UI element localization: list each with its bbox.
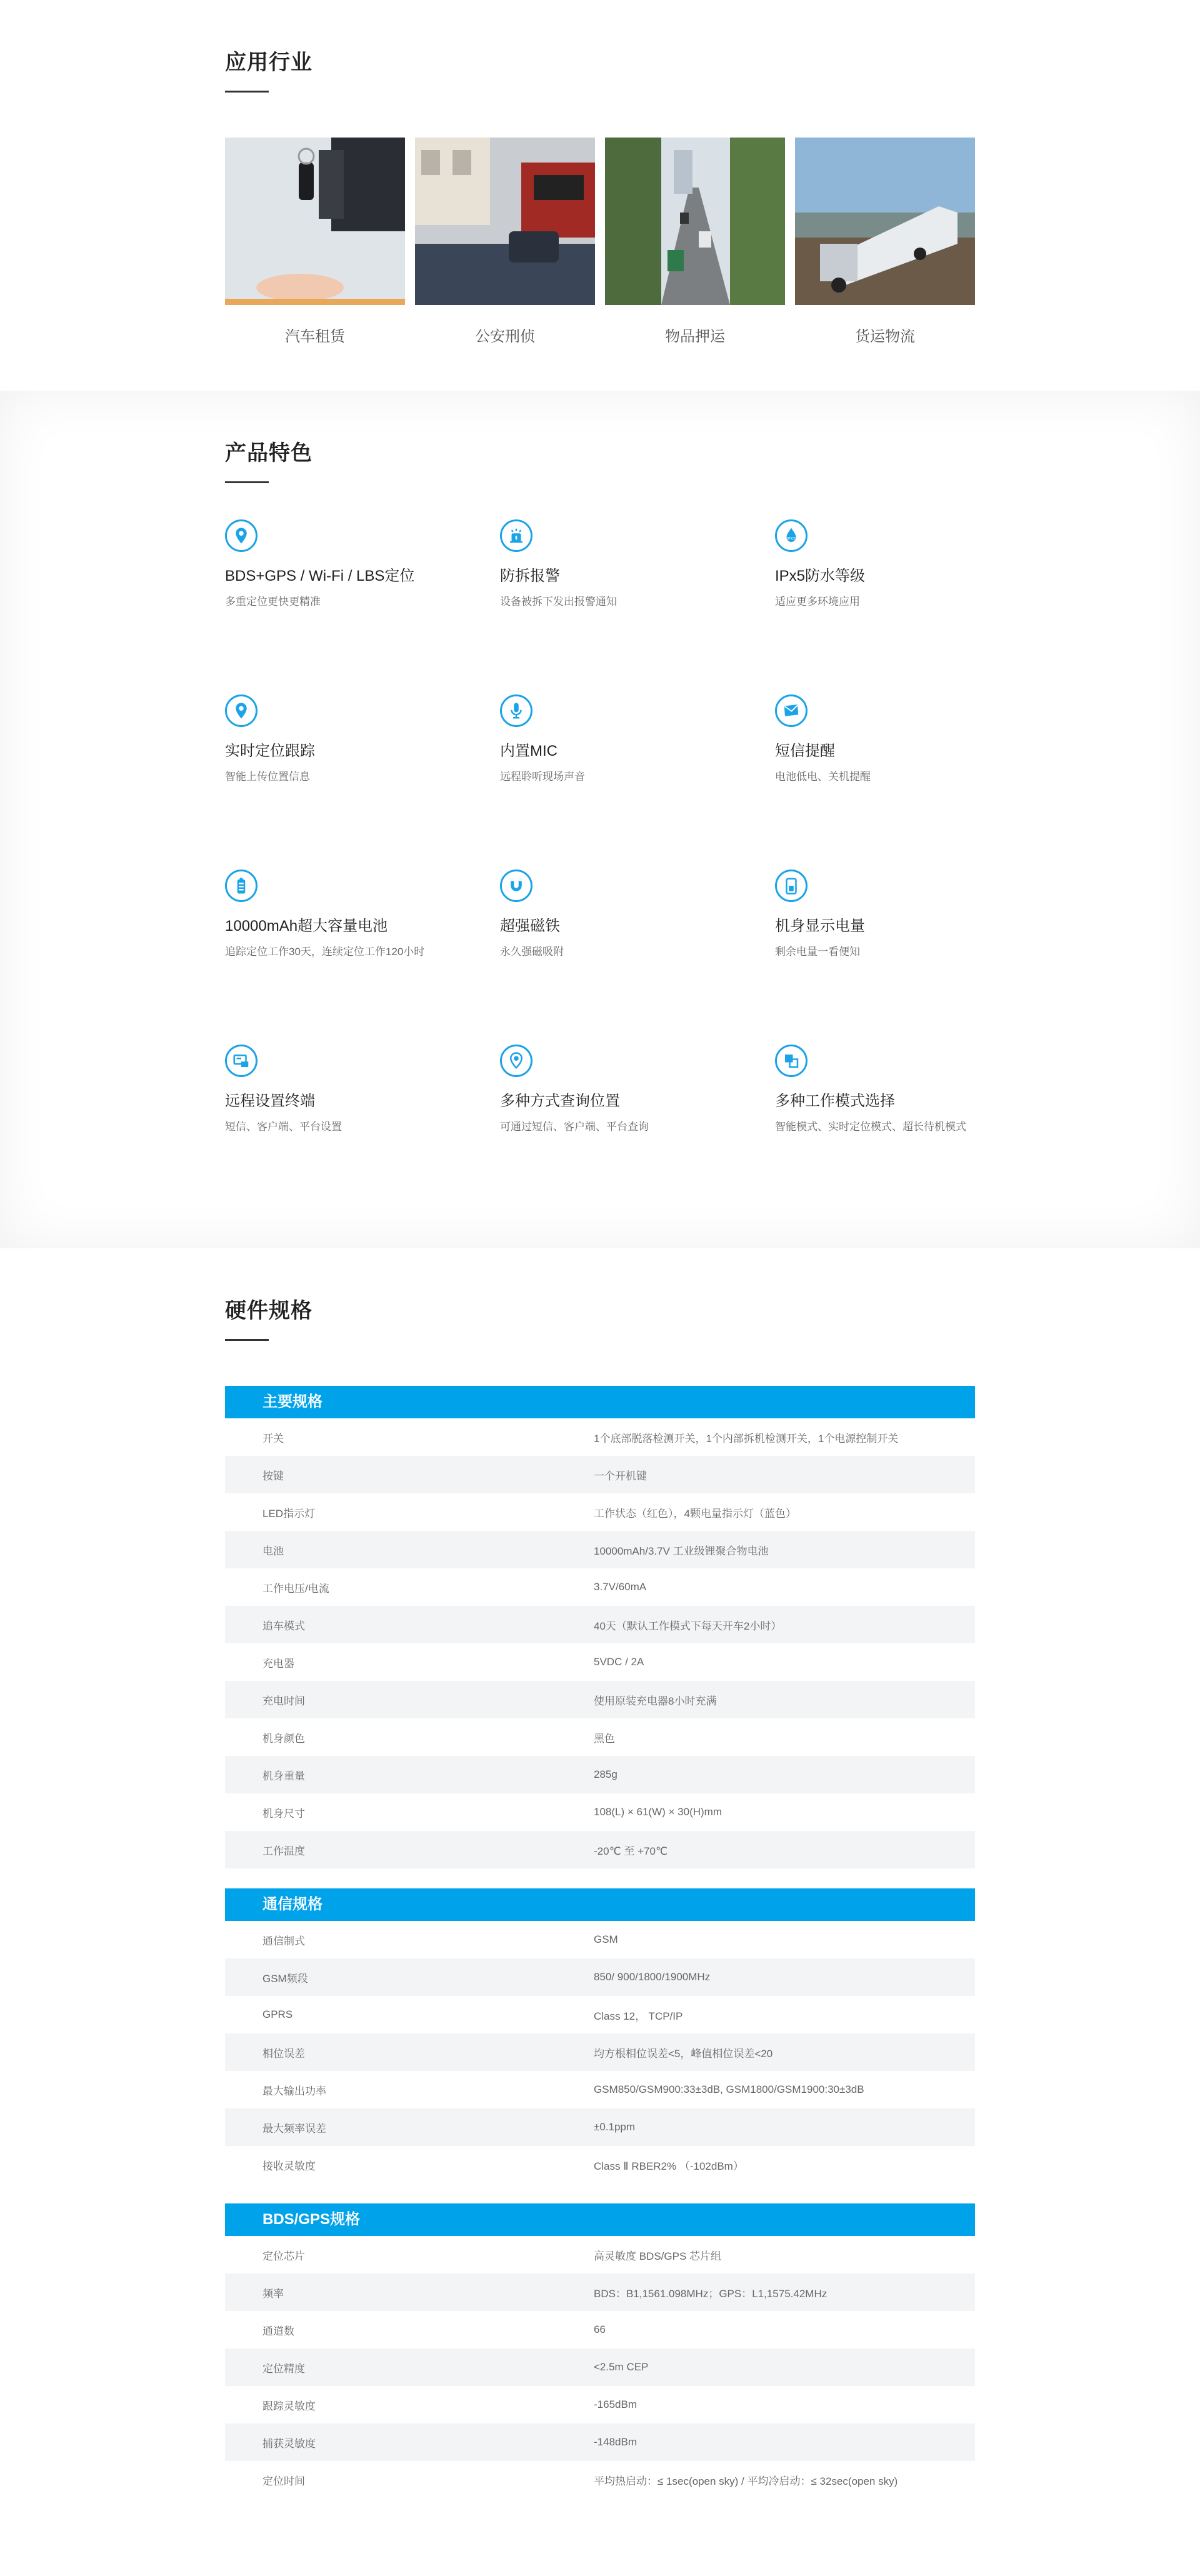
- table-row: [225, 1958, 975, 1996]
- table-row: [225, 1418, 975, 1456]
- spec-table: [225, 1921, 975, 2183]
- title-underline: [225, 1339, 269, 1341]
- table-row: [225, 1756, 975, 1793]
- feature-item: [775, 694, 975, 870]
- features-section: [0, 391, 1200, 1248]
- spec-group-header: 主要规格: [225, 1386, 975, 1418]
- spec-key: 按键: [262, 1470, 284, 1482]
- alarm-icon: [500, 519, 532, 552]
- feature-item: [500, 1045, 775, 1220]
- industry-caption: 公安刑侦: [475, 328, 535, 345]
- spec-key: LED指示灯: [262, 1507, 316, 1520]
- spec-key: 定位时间: [262, 2475, 305, 2487]
- spec-key: 定位芯片: [262, 2250, 305, 2262]
- section-title: 应用行业: [225, 51, 312, 74]
- spec-group-header: 通信规格: [225, 1888, 975, 1921]
- table-row: [225, 1456, 975, 1493]
- spec-value: ±0.1ppm: [594, 2121, 636, 2133]
- feature-item: [500, 519, 775, 694]
- industry-card-logistics[interactable]: [795, 138, 975, 346]
- table-row: [225, 1531, 975, 1568]
- table-row: [225, 2108, 975, 2146]
- industry-grid: [225, 138, 975, 346]
- feature-desc: 设备被拆下发出报警通知: [500, 596, 617, 608]
- battery-level-icon: [775, 870, 808, 902]
- spec-value: 均方根相位误差<5，峰值相位误差<20: [594, 2047, 773, 2060]
- feature-title: 多种方式查询位置: [500, 1093, 620, 1110]
- spec-value: <2.5m CEP: [594, 2361, 649, 2373]
- spec-key: 最大输出功率: [262, 2085, 326, 2097]
- spec-value: 5VDC / 2A: [594, 1656, 644, 1668]
- spec-value: Class Ⅱ RBER2% （-102dBm）: [594, 2160, 744, 2172]
- spec-key: 频率: [262, 2287, 284, 2300]
- spec-key: 通道数: [262, 2325, 294, 2337]
- spec-value: 1个底部脱落检测开关，1个内部拆机检测开关，1个电源控制开关: [594, 1432, 899, 1445]
- spec-key: GSM频段: [262, 1972, 308, 1985]
- spec-key: 工作温度: [262, 1845, 305, 1857]
- spec-key: 相位误差: [262, 2047, 305, 2060]
- spec-value: 850/ 900/1800/1900MHz: [594, 1971, 711, 1983]
- feature-title: 内置MIC: [500, 743, 558, 759]
- section-title: 产品特色: [225, 441, 312, 465]
- spec-value: 108(L) × 61(W) × 30(H)mm: [594, 1806, 722, 1818]
- spec-table: [225, 2236, 975, 2498]
- industry-card-police[interactable]: [415, 138, 595, 346]
- feature-desc: 短信、客户端、平台设置: [225, 1121, 342, 1133]
- escort-image: [605, 138, 785, 305]
- industries-section: [0, 0, 1200, 391]
- feature-title: 多种工作模式选择: [775, 1093, 895, 1110]
- table-row: [225, 1831, 975, 1868]
- spec-key: 接收灵敏度: [262, 2160, 316, 2172]
- spec-key: 工作电压/电流: [262, 1582, 329, 1595]
- spec-value: GSM: [594, 1933, 618, 1945]
- industry-card-car-rental[interactable]: [225, 138, 405, 346]
- feature-desc: 追踪定位工作30天，连续定位工作120小时: [225, 946, 425, 958]
- feature-item: [225, 519, 500, 694]
- spec-value: 使用原装充电器8小时充满: [594, 1695, 717, 1707]
- feature-title: 远程设置终端: [225, 1093, 315, 1110]
- logistics-image: [795, 138, 975, 305]
- spec-key: 机身尺寸: [262, 1807, 305, 1820]
- feature-grid: [225, 519, 975, 1220]
- spec-value: 66: [594, 2323, 606, 2335]
- industry-caption: 货运物流: [855, 328, 915, 345]
- work-mode-icon: [775, 1045, 808, 1077]
- spec-value: 40天（默认工作模式下每天开车2小时）: [594, 1620, 782, 1632]
- table-row: [225, 1921, 975, 1958]
- feature-title: 防拆报警: [500, 568, 560, 584]
- table-row: [225, 1568, 975, 1606]
- spec-group-header: BDS/GPS规格: [225, 2203, 975, 2236]
- spec-value: -148dBm: [594, 2436, 637, 2448]
- spec-key: 捕获灵敏度: [262, 2437, 316, 2450]
- spec-value: 高灵敏度 BDS/GPS 芯片组: [594, 2250, 722, 2262]
- title-underline: [225, 91, 269, 93]
- table-row: [225, 2461, 975, 2498]
- magnet-icon: [500, 870, 532, 902]
- spec-key: 充电时间: [262, 1695, 305, 1707]
- spec-value: 黑色: [594, 1732, 615, 1745]
- feature-title: 超强磁铁: [500, 918, 560, 935]
- spec-key: 机身重量: [262, 1770, 305, 1782]
- table-row: [225, 2273, 975, 2311]
- spec-table: [225, 1418, 975, 1868]
- table-row: [225, 1718, 975, 1756]
- spec-value: 工作状态（红色），4颗电量指示灯（蓝色）: [594, 1507, 796, 1520]
- spec-value: 3.7V/60mA: [594, 1581, 647, 1593]
- feature-desc: 远程聆听现场声音: [500, 771, 585, 783]
- spec-key: GPRS: [262, 2008, 293, 2020]
- spec-value: Class 12， TCP/IP: [594, 2010, 683, 2022]
- microphone-icon: [500, 694, 532, 727]
- feature-desc: 适应更多环境应用: [775, 596, 860, 608]
- feature-item: [775, 1045, 975, 1220]
- spec-key: 充电器: [262, 1657, 294, 1670]
- spec-key: 机身颜色: [262, 1732, 305, 1745]
- feature-item: [225, 1045, 500, 1220]
- spec-key: 定位精度: [262, 2362, 305, 2375]
- specs-section: [0, 1248, 1200, 2576]
- feature-title: IPx5防水等级: [775, 568, 866, 584]
- spec-value: 285g: [594, 1768, 618, 1780]
- table-row: [225, 2236, 975, 2273]
- spec-value: 平均热启动：≤ 1sec(open sky) / 平均冷启动：≤ 32sec(open sky): [594, 2475, 898, 2487]
- feature-title: 短信提醒: [775, 743, 835, 759]
- table-row: [225, 2033, 975, 2071]
- police-image: [415, 138, 595, 305]
- spec-key: 最大频率误差: [262, 2122, 326, 2135]
- feature-item: [775, 519, 975, 694]
- section-title: 硬件规格: [225, 1299, 312, 1323]
- location-query-icon: [500, 1045, 532, 1077]
- feature-desc: 智能模式、实时定位模式、超长待机模式: [775, 1121, 966, 1133]
- spec-key: 追车模式: [262, 1620, 305, 1632]
- table-row: [225, 2348, 975, 2386]
- spec-value: -165dBm: [594, 2398, 637, 2410]
- spec-key: 跟踪灵敏度: [262, 2400, 316, 2412]
- spec-group: [225, 2203, 975, 2498]
- table-row: [225, 1681, 975, 1718]
- table-row: [225, 2386, 975, 2423]
- ipx5-label: IPX5: [787, 536, 796, 541]
- message-icon: [775, 694, 808, 727]
- table-row: [225, 2423, 975, 2461]
- spec-key: 开关: [262, 1432, 284, 1445]
- feature-item: [500, 694, 775, 870]
- feature-item: [500, 870, 775, 1045]
- table-row: [225, 2146, 975, 2183]
- feature-desc: 可通过短信、客户端、平台查询: [500, 1121, 649, 1133]
- spec-value: 10000mAh/3.7V 工业级锂聚合物电池: [594, 1545, 769, 1557]
- car-rental-image: [225, 138, 405, 305]
- spec-group: [225, 1888, 975, 2183]
- industry-card-escort[interactable]: [605, 138, 785, 346]
- feature-item: [225, 870, 500, 1045]
- spec-key: 电池: [262, 1545, 284, 1557]
- remote-settings-icon: [225, 1045, 258, 1077]
- feature-title: 机身显示电量: [775, 918, 865, 935]
- location-pin-icon: [225, 694, 258, 727]
- table-row: [225, 1493, 975, 1531]
- feature-title: 10000mAh超大容量电池: [225, 918, 388, 935]
- spec-value: GSM850/GSM900:33±3dB, GSM1800/GSM1900:30±3dB: [594, 2083, 864, 2095]
- battery-icon: [225, 870, 258, 902]
- industry-caption: 汽车租赁: [285, 328, 345, 345]
- table-row: [225, 1996, 975, 2033]
- table-row: [225, 1793, 975, 1831]
- spec-key: 通信制式: [262, 1935, 305, 1947]
- table-row: [225, 2071, 975, 2108]
- table-row: [225, 1606, 975, 1643]
- feature-desc: 多重定位更快更精准: [225, 596, 321, 608]
- water-drop-icon: [775, 519, 808, 552]
- feature-title: 实时定位跟踪: [225, 743, 315, 759]
- feature-desc: 剩余电量一看便知: [775, 946, 860, 958]
- feature-desc: 电池低电、关机提醒: [775, 771, 871, 783]
- feature-title: BDS+GPS / Wi-Fi / LBS定位: [225, 568, 415, 584]
- spec-value: 一个开机键: [594, 1470, 647, 1482]
- table-row: [225, 1643, 975, 1681]
- industry-caption: 物品押运: [665, 328, 725, 345]
- table-row: [225, 2311, 975, 2348]
- spec-value: BDS：B1,1561.098MHz；GPS：L1,1575.42MHz: [594, 2287, 828, 2300]
- title-underline: [225, 481, 269, 483]
- feature-item: [775, 870, 975, 1045]
- feature-desc: 永久强磁吸附: [500, 946, 564, 958]
- feature-item: [225, 694, 500, 870]
- feature-desc: 智能上传位置信息: [225, 771, 310, 783]
- spec-groups: [225, 1386, 975, 2498]
- location-pin-icon: [225, 519, 258, 552]
- spec-value: -20℃ 至 +70℃: [594, 1845, 668, 1857]
- spec-group: [225, 1386, 975, 1868]
